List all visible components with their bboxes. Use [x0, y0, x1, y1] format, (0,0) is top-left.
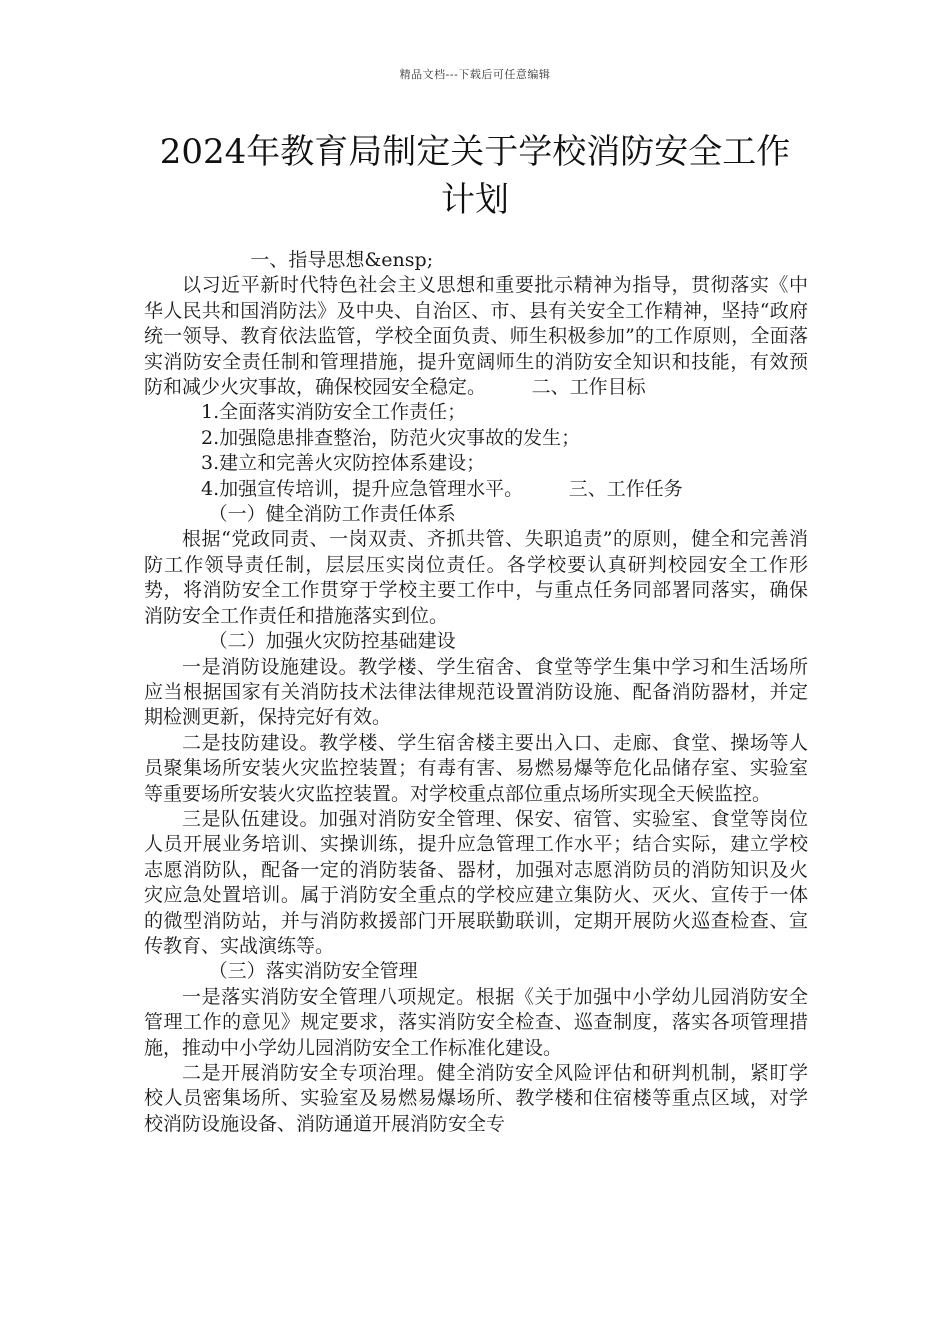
subsection-3-paragraph-2: 二是开展消防安全专项治理。健全消防安全风险评估和研判机制，紧盯学校人员密集场所、实验室及易燃易爆场所、教学楼和住宿楼等重点区域，对学校消防设施设备、消防通道开展消防安全专	[144, 1062, 808, 1135]
goal-item-3: 3.建立和完善火灾防控体系建设；	[201, 452, 486, 475]
section-2-heading: 二、工作目标	[531, 376, 646, 399]
goal-item-2: 2.加强隐患排查整治，防范火灾事故的发生；	[201, 426, 581, 449]
subsection-2-heading: （二）加强火灾防控基础建设	[208, 630, 456, 653]
subsection-1-heading: （一）健全消防工作责任体系	[208, 503, 456, 526]
document-body	[144, 248, 808, 1137]
subsection-2-paragraph-1: 一是消防设施建设。教学楼、学生宿舍、食堂等学生集中学习和生活场所应当根据国家有关消防技术法律法律规范设置消防设施、配备消防器材，并定期检测更新，保持完好有效。	[144, 655, 808, 729]
subsection-2-paragraph-3: 三是队伍建设。加强对消防安全管理、保安、宿管、实验室、食堂等岗位人员开展业务培训、实操训练，提升应急管理工作水平；结合实际，建立学校志愿消防队，配备一定的消防装备、器材，加强对志愿消防员的消防知识及火灾应急处置培训。属于消防安全重点的学校应建立集防火、灭火、宣传于一体的微型消防站，并与消防救援部门开展联勤联训，定期开展防火巡查检查、宣传教育、实战演练等。	[144, 807, 808, 957]
subsection-3-heading: （三）落实消防安全管理	[208, 960, 418, 983]
section-1-heading: 一、指导思想&ensp;	[250, 249, 434, 271]
subsection-3-paragraph-1: 一是落实消防安全管理八项规定。根据《关于加强中小学幼儿园消防安全管理工作的意见》规定要求，落实消防安全检查、巡查制度，落实各项管理措施，推动中小学幼儿园消防安全工作标准化建设。	[144, 985, 808, 1059]
goal-item-1: 1.全面落实消防安全工作责任；	[201, 401, 467, 424]
title-line-1: 2024年教育局制定关于学校消防安全工作	[159, 132, 791, 172]
section-1-paragraph	[144, 273, 808, 400]
section-1-text: 以习近平新时代特色社会主义思想和重要批示精神为指导，贯彻落实《中华人民共和国消防法》及中央、自治区、市、县有关安全工作精神，坚持“政府统一领导、教育依法监管，学校全面负责、师生积极参加”的工作原则，全面落实消防安全责任制和管理措施，提升宽阔师生的消防安全知识和技能，有效预防和减少火灾事故，确保校园安全稳定。	[144, 274, 808, 399]
title-line-2: 计划	[441, 180, 509, 220]
page-title	[100, 128, 850, 224]
subsection-1-paragraph: 根据“党政同责、一岗双责、齐抓共管、失职追责”的原则，健全和完善消防工作领导责任制，层层压实岗位责任。各学校要认真研判校园安全工作形势，将消防安全工作贯穿于学校主要工作中，与重点任务同部署同落实，确保消防安全工作责任和措施落实到位。	[144, 528, 808, 627]
goal-item-4	[144, 477, 808, 502]
section-3-heading: 三、工作任务	[568, 477, 683, 500]
header-note: 精品文档---下载后可任意编辑	[399, 68, 551, 81]
goal-item-4-text: 4.加强宣传培训，提升应急管理水平。	[201, 477, 524, 500]
subsection-2-paragraph-2: 二是技防建设。教学楼、学生宿舍楼主要出入口、走廊、食堂、操场等人员聚集场所安装火灾监控装置；有毒有害、易燃易爆等危化品储存室、实验室等重要场所安装火灾监控装置。对学校重点部位重点场所实现全天候监控。	[144, 731, 808, 805]
